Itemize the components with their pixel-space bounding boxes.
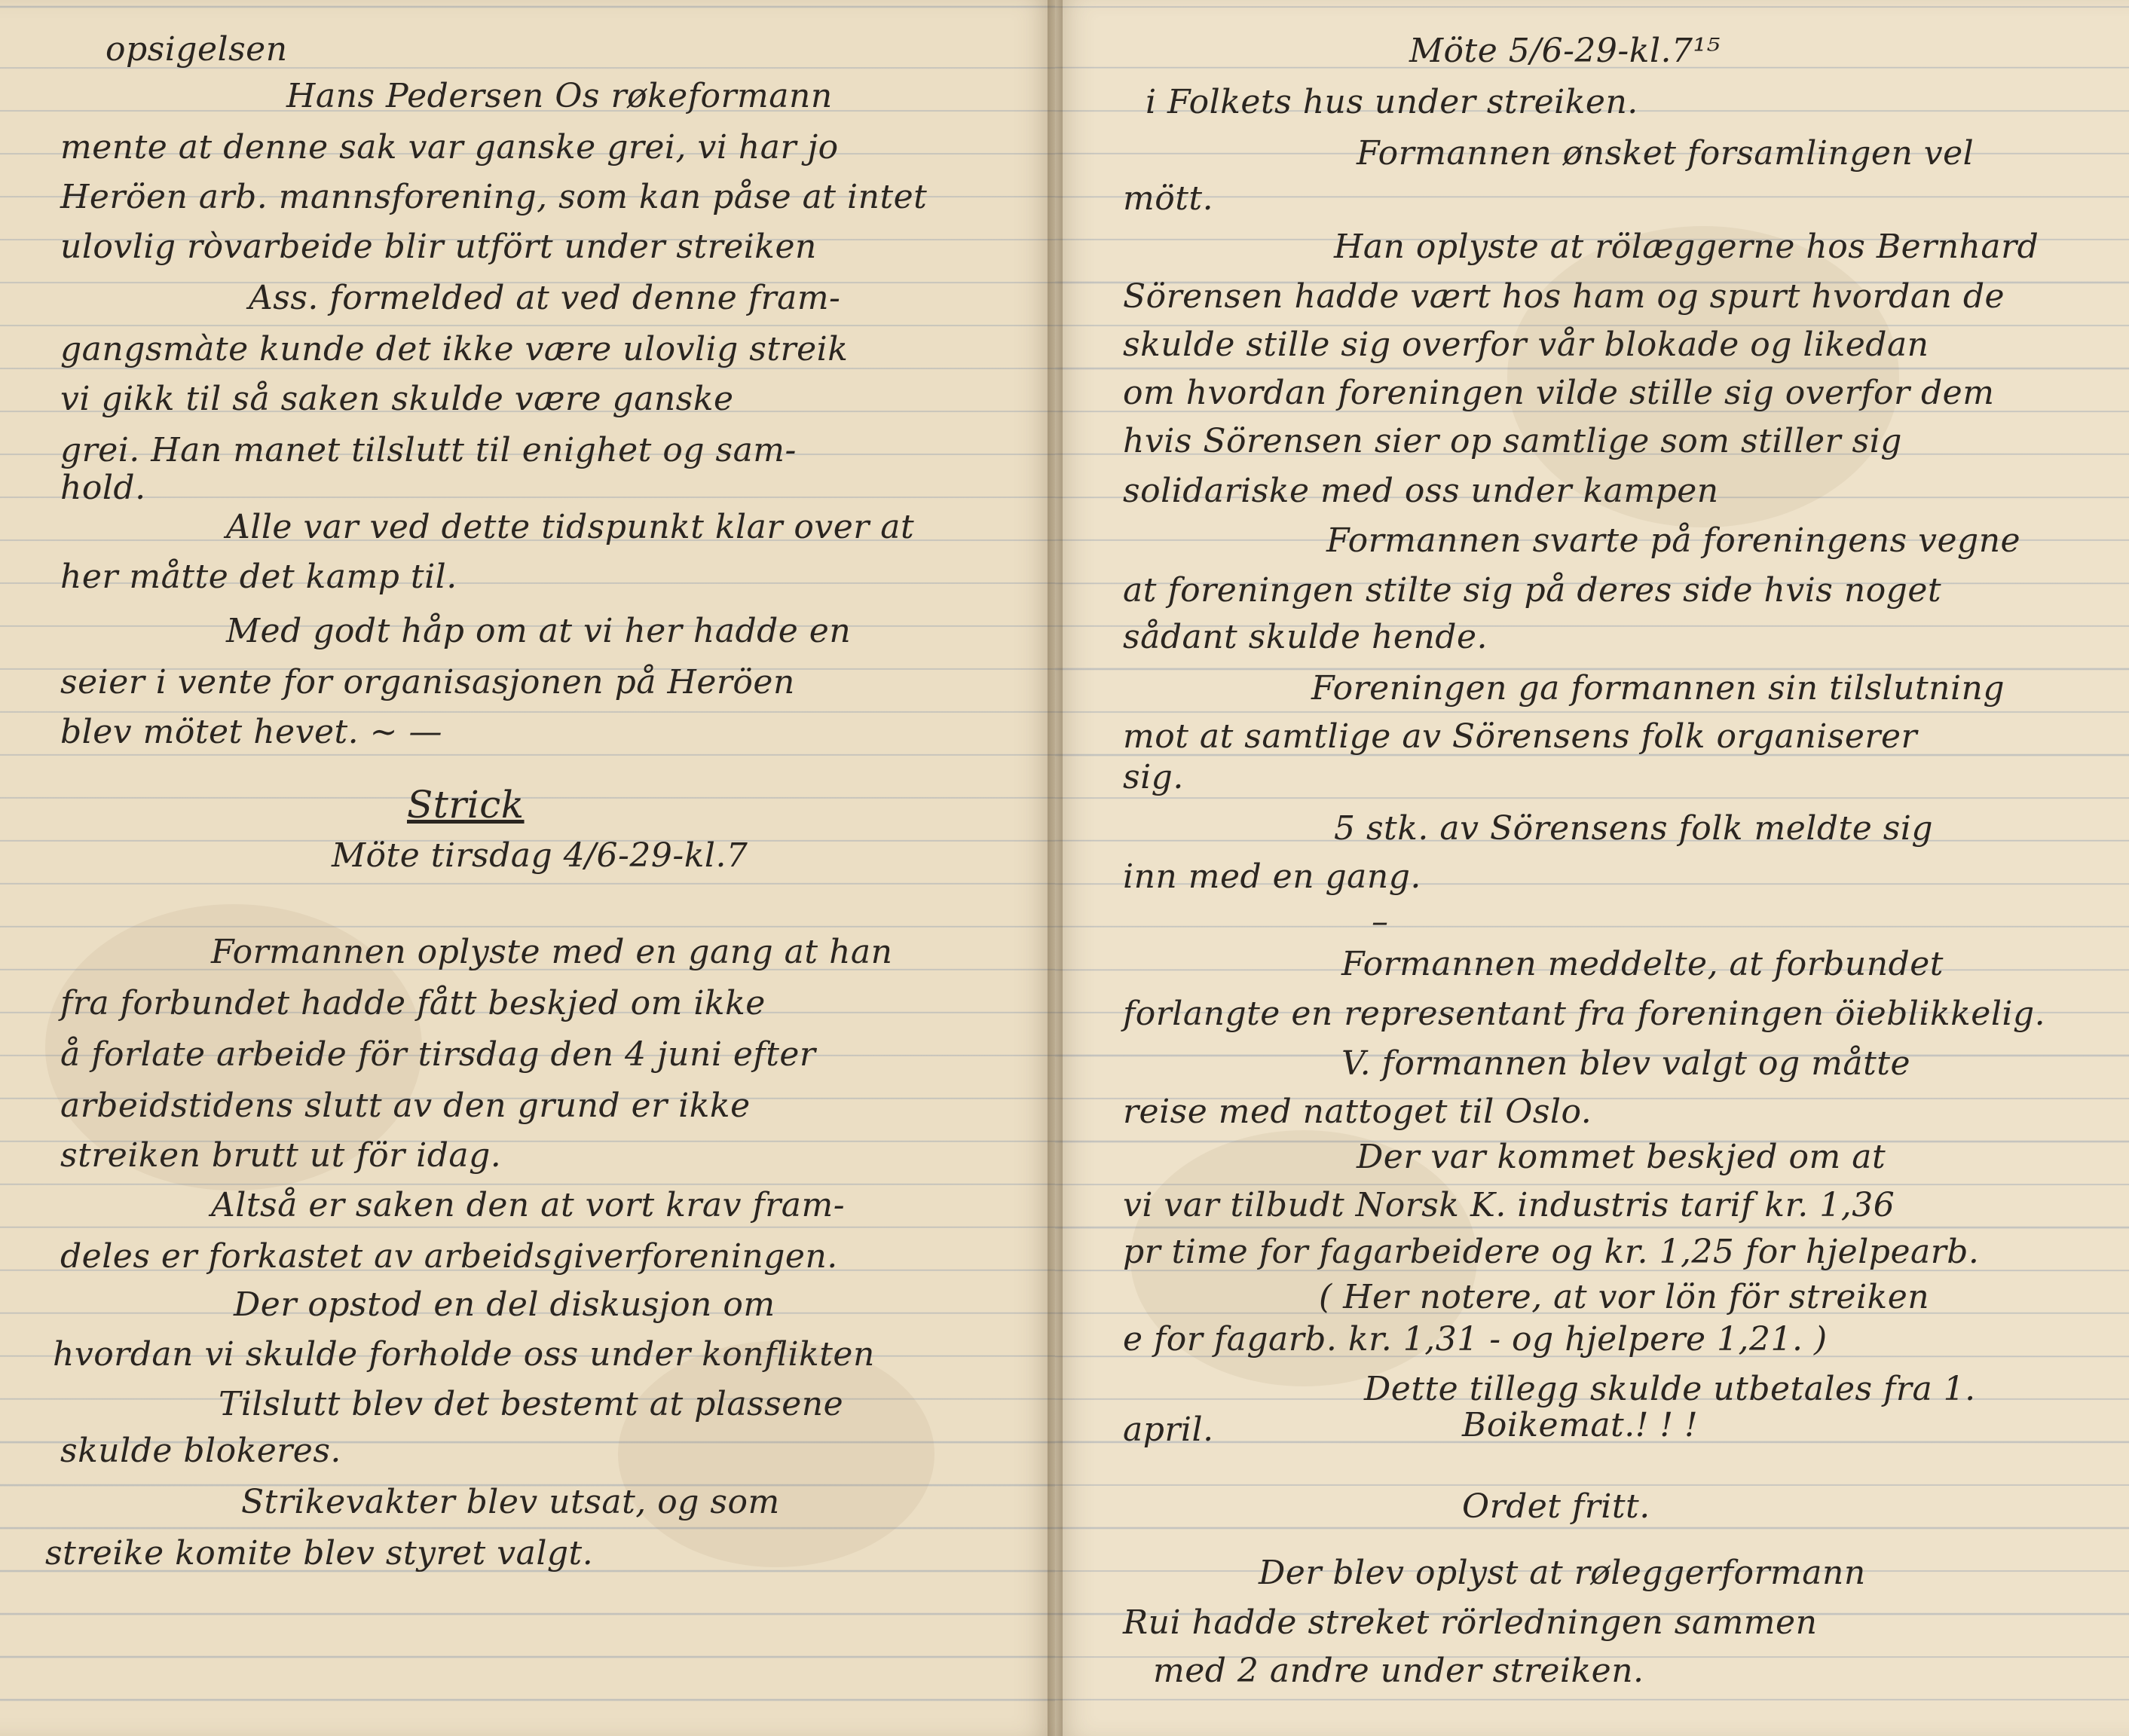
handwritten-line: streike komite blev styret valgt. bbox=[45, 1534, 594, 1572]
handwritten-line: sig. bbox=[1123, 758, 1184, 796]
handwritten-line: skulde stille sig overfor vår blokade og likedan bbox=[1123, 326, 1929, 364]
handwritten-line: seier i vente for organisasjonen på Heröen bbox=[60, 663, 795, 701]
book-gutter bbox=[1048, 0, 1063, 1736]
handwritten-line: ( Her notere, at vor lön för streiken bbox=[1319, 1278, 1930, 1316]
handwritten-line: arbeidstidens slutt av den grund er ikke bbox=[60, 1087, 751, 1125]
handwritten-line: V. formannen blev valgt og måtte bbox=[1341, 1044, 1910, 1083]
meeting-heading: Möte 5/6-29-kl.7¹⁵ bbox=[1409, 32, 1721, 70]
handwritten-line: streiken brutt ut för idag. bbox=[60, 1136, 502, 1175]
handwritten-line: her måtte det kamp til. bbox=[60, 558, 457, 596]
right-page bbox=[1055, 0, 2129, 1736]
handwritten-line: med 2 andre under streiken. bbox=[1153, 1652, 1644, 1690]
handwritten-line: april. bbox=[1123, 1410, 1214, 1449]
handwritten-line: Formannen ønsket forsamlingen vel bbox=[1357, 134, 1975, 173]
handwritten-line: Der blev oplyst at røleggerformann bbox=[1259, 1554, 1866, 1592]
handwritten-line: Boikemat.! ! ! bbox=[1462, 1406, 1699, 1444]
divider-dash: – bbox=[1372, 903, 1389, 941]
handwritten-line: Altså er saken den at vort krav fram- bbox=[211, 1186, 846, 1224]
handwritten-line: vi gikk til så saken skulde være ganske bbox=[60, 380, 734, 418]
handwritten-line: å forlate arbeide för tirsdag den 4 juni efter bbox=[60, 1035, 816, 1074]
handwritten-line: hold. bbox=[60, 469, 146, 507]
handwritten-line: blev mötet hevet. ~ — bbox=[60, 713, 443, 751]
section-heading: Strick bbox=[407, 783, 525, 827]
handwritten-line: pr time for fagarbeidere og kr. 1,25 for hjelpearb. bbox=[1123, 1233, 1980, 1271]
handwritten-line: skulde blokeres. bbox=[60, 1432, 341, 1470]
handwritten-line: reise med nattoget til Oslo. bbox=[1123, 1093, 1592, 1131]
handwritten-line: Heröen arb. mannsforening, som kan påse at intet bbox=[60, 178, 928, 216]
handwritten-line: Dette tillegg skulde utbetales fra 1. bbox=[1364, 1370, 1976, 1408]
handwritten-line: Der var kommet beskjed om at bbox=[1357, 1138, 1886, 1176]
handwritten-line: at foreningen stilte sig på deres side hvis noget bbox=[1123, 571, 1942, 610]
handwritten-line: Hans Pedersen Os røkeformann bbox=[286, 77, 833, 115]
handwritten-line: Der opstod en del diskusjon om bbox=[234, 1285, 775, 1324]
handwritten-line: Sörensen hadde vært hos ham og spurt hvordan de bbox=[1123, 277, 2005, 316]
handwritten-line: grei. Han manet tilslutt til enighet og sam- bbox=[60, 431, 797, 469]
section-heading: Ordet fritt. bbox=[1462, 1487, 1650, 1526]
handwritten-line: solidariske med oss under kampen bbox=[1123, 472, 1719, 510]
handwritten-line: Med godt håp om at vi her hadde en bbox=[226, 612, 852, 650]
handwritten-line: e for fagarb. kr. 1,31 - og hjelpere 1,21. ) bbox=[1123, 1320, 1828, 1359]
handwritten-line: mött. bbox=[1123, 179, 1214, 218]
handwritten-line: fra forbundet hadde fått beskjed om ikke bbox=[60, 984, 766, 1022]
handwritten-line: Formannen svarte på foreningens vegne bbox=[1326, 521, 2021, 560]
handwritten-line: Möte tirsdag 4/6-29-kl.7 bbox=[332, 836, 748, 875]
handwritten-line: Tilslutt blev det bestemt at plassene bbox=[219, 1385, 844, 1423]
handwritten-line: Han oplyste at rölæggerne hos Bernhard bbox=[1334, 228, 2039, 266]
handwritten-line: om hvordan foreningen vilde stille sig overfor dem bbox=[1123, 374, 1995, 412]
handwritten-line: sådant skulde hende. bbox=[1123, 618, 1488, 656]
handwritten-line: deles er forkastet av arbeidsgiverforeningen. bbox=[60, 1237, 838, 1276]
left-page bbox=[0, 0, 1055, 1736]
handwritten-line: vi var tilbudt Norsk K. industris tarif kr. 1,36 bbox=[1123, 1186, 1895, 1224]
handwritten-line: opsigelsen bbox=[106, 30, 288, 69]
handwritten-line: Strikevakter blev utsat, og som bbox=[241, 1483, 780, 1521]
handwritten-line: 5 stk. av Sörensens folk meldte sig bbox=[1334, 809, 1934, 848]
handwritten-line: ulovlig ròvarbeide blir utfört under streiken bbox=[60, 228, 817, 266]
handwritten-line: Ass. formelded at ved denne fram- bbox=[249, 279, 841, 317]
handwritten-line: hvis Sörensen sier op samtlige som stiller sig bbox=[1123, 422, 1902, 460]
handwritten-line: mot at samtlige av Sörensens folk organiserer bbox=[1123, 717, 1918, 756]
handwritten-line: i Folkets hus under streiken. bbox=[1146, 83, 1638, 121]
handwritten-line: Formannen oplyste med en gang at han bbox=[211, 933, 893, 971]
handwritten-line: Rui hadde streket rörledningen sammen bbox=[1123, 1603, 1818, 1642]
handwritten-line: mente at denne sak var ganske grei, vi har jo bbox=[60, 128, 839, 167]
handwritten-line: inn med en gang. bbox=[1123, 857, 1421, 896]
handwritten-line: Formannen meddelte, at forbundet bbox=[1341, 945, 1944, 983]
handwritten-line: gangsmàte kunde det ikke være ulovlig streik bbox=[60, 330, 849, 368]
handwritten-line: Foreningen ga formannen sin tilslutning bbox=[1311, 669, 2005, 708]
handwritten-line: Alle var ved dette tidspunkt klar over at bbox=[226, 508, 915, 546]
handwritten-line: forlangte en representant fra foreningen öieblikkelig. bbox=[1123, 995, 2046, 1033]
handwritten-line: hvordan vi skulde forholde oss under konflikten bbox=[53, 1335, 875, 1374]
